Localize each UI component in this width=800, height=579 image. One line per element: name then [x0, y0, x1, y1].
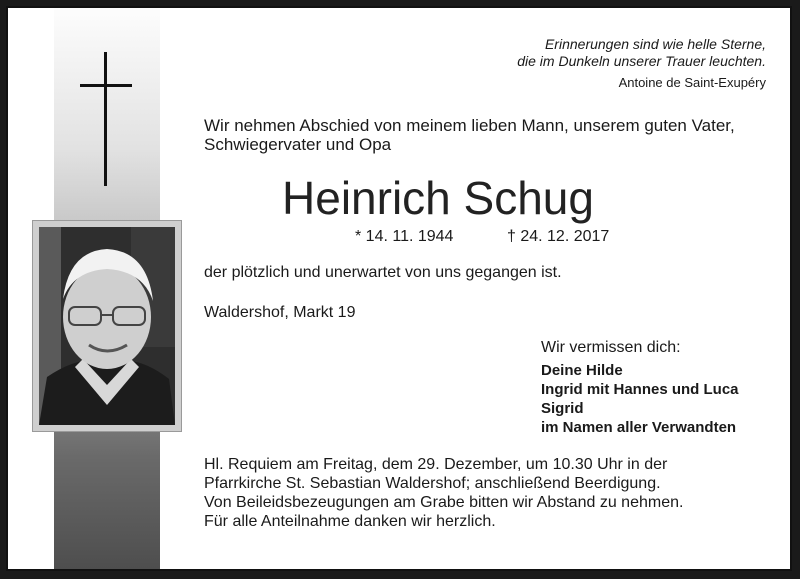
cross-icon — [104, 52, 107, 186]
service-line: Für alle Anteilnahme danken wir herzlich. — [204, 513, 496, 530]
miss-text: Wir vermissen dich: — [541, 339, 681, 356]
obituary-notice — [6, 6, 792, 571]
quote — [517, 36, 766, 70]
cross-icon-bar — [80, 84, 132, 87]
intro-line: Schwiegervater und Opa — [204, 135, 392, 154]
service-line: Hl. Requiem am Freitag, dem 29. Dezember, um 10.30 Uhr in der — [204, 456, 668, 473]
portrait-illustration — [39, 227, 175, 425]
quote-author: Antoine de Saint-Exupéry — [618, 75, 766, 90]
service-info — [204, 455, 784, 531]
death-date: † 24. 12. 2017 — [507, 228, 610, 245]
quote-line: Erinnerungen sind wie helle Sterne, — [544, 36, 766, 52]
mourner: Ingrid mit Hannes und Luca — [541, 381, 739, 398]
quote-line: die im Dunkeln unserer Trauer leuchten. — [517, 53, 766, 69]
portrait-frame — [32, 220, 182, 432]
mourner: Sigrid — [541, 400, 584, 417]
mourner: im Namen aller Verwandten — [541, 419, 737, 436]
birth-date: * 14. 11. 1944 — [355, 228, 454, 245]
service-line: Von Beileidsbezeugungen am Grabe bitten wir Abstand zu nehmen. — [204, 494, 684, 511]
address: Waldershof, Markt 19 — [204, 304, 356, 321]
deceased-name: Heinrich Schug — [282, 172, 594, 224]
service-line: Pfarrkirche St. Sebastian Waldershof; anschließend Beerdigung. — [204, 475, 661, 492]
passed-text: der plötzlich und unerwartet von uns gegangen ist. — [204, 264, 562, 281]
portrait-photo — [39, 227, 175, 425]
mourner: Deine Hilde — [541, 362, 623, 379]
mourners-list — [541, 361, 739, 437]
intro-text — [204, 116, 784, 154]
intro-line: Wir nehmen Abschied von meinem lieben Mann, unserem guten Vater, — [204, 116, 735, 135]
